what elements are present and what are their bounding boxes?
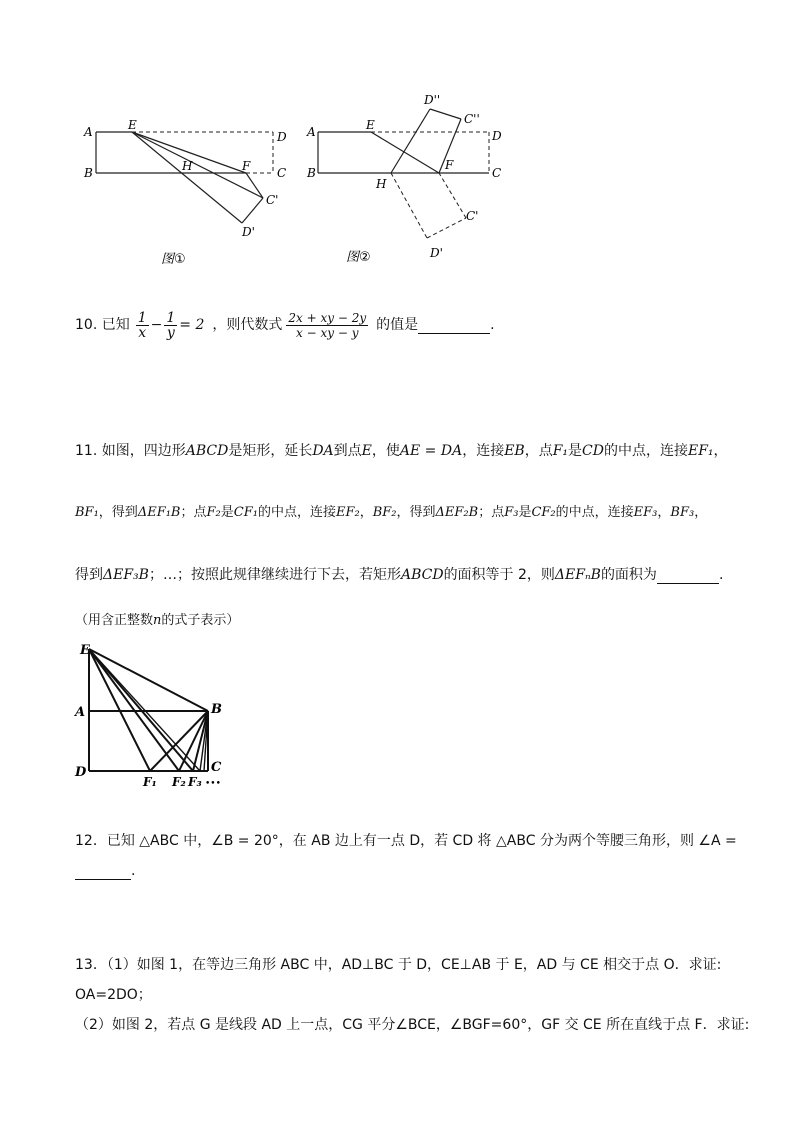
- q11-text: ；点: [180, 505, 207, 520]
- q10-number: 10. 已知: [75, 317, 130, 333]
- q11-note-text: （用含正整数: [75, 613, 154, 628]
- q11-math: ABCD: [400, 567, 444, 583]
- q11-math: EF₂: [335, 505, 360, 520]
- q11-math: ΔEF₁B: [137, 505, 181, 520]
- question-13-line-2: [75, 986, 152, 1004]
- q11-text: 得到: [75, 567, 103, 583]
- q11-text: ，: [657, 505, 671, 520]
- q11-text: ；点: [478, 505, 505, 520]
- q11-math: E: [361, 443, 372, 459]
- question-11-line-1: [75, 442, 728, 460]
- q10-frac-3-den: x − xy − y: [296, 325, 359, 340]
- fig1-label-d: D: [277, 130, 287, 144]
- q11-math: BF₁: [75, 505, 99, 520]
- fig1-label-dprime: D': [242, 225, 255, 239]
- fig2-label-c: C: [492, 166, 502, 180]
- q10-answer-blank: [418, 317, 490, 334]
- q11-text: ，得到: [98, 505, 138, 520]
- q11-text: ，: [694, 505, 708, 520]
- fig1-label-b: B: [84, 166, 93, 180]
- question-13-line-1: [75, 956, 721, 974]
- q11-answer-blank: [657, 567, 719, 584]
- q11-fig-label-e: E: [80, 643, 90, 658]
- q11-fig-label-d: D: [75, 765, 87, 780]
- fig2-label-a: A: [307, 125, 316, 139]
- q13-text-2: OA=2DO；: [75, 987, 152, 1003]
- q11-math: DA: [312, 443, 334, 459]
- q11-math: F₁: [552, 443, 569, 459]
- q11-fig-label-c: C: [211, 760, 222, 775]
- q11-text: 是: [568, 443, 583, 459]
- question-11-line-3: [75, 566, 723, 584]
- fig2-label-cprime: C': [466, 209, 479, 223]
- figure-2: [303, 92, 518, 270]
- fig1-label-c: C: [277, 166, 287, 180]
- q11-fig-label-f1: F₁: [143, 775, 157, 789]
- q11-text: 的中点，连接: [257, 505, 336, 520]
- fig2-caption: 图②: [346, 250, 371, 265]
- q11-math: ΔEF₂B: [435, 505, 479, 520]
- q11-math: BF₃: [670, 505, 695, 520]
- q11-note-text: 的式子表示）: [161, 613, 240, 628]
- q13-text-1: 13．（1）如图 1，在等边三角形 ABC 中，AD⊥BC 于 D，CE⊥AB 于 E，AD 与 CE 相交于点 O．求证:: [75, 957, 722, 973]
- q11-text: ，连接: [462, 443, 505, 459]
- q11-text: 到点: [333, 443, 362, 459]
- fig1-label-f: F: [242, 159, 251, 173]
- q11-math: ΔEF₃B: [103, 567, 149, 583]
- q10-frac-1-den: x: [138, 324, 147, 341]
- q11-text: 的面积为: [600, 567, 657, 583]
- fig2-label-d: D: [492, 129, 502, 143]
- figure-1: [78, 118, 298, 268]
- q11-fig-label-f2: F₂: [172, 775, 186, 789]
- fig2-label-b: B: [307, 166, 316, 180]
- q11-text: ，: [359, 505, 373, 520]
- q10-frac-2-num: 1: [166, 309, 176, 326]
- q10-frac-1-num: 1: [137, 309, 147, 326]
- fig1-label-cprime: C': [266, 193, 279, 207]
- fig2-label-cpp: C'': [464, 112, 480, 126]
- q11-text: 11. 如图，四边形: [75, 443, 186, 459]
- q11-math: EB: [504, 443, 525, 459]
- q11-text: ，: [713, 443, 728, 459]
- fig1-label-h: H: [182, 159, 193, 173]
- question-11-note: [75, 612, 239, 630]
- q11-math: ΔEFₙB: [554, 567, 601, 583]
- fig2-label-dprime: D': [430, 246, 443, 260]
- fig1-caption: 图①: [161, 252, 186, 267]
- q11-text: ，使: [371, 443, 400, 459]
- question-11-line-2: [75, 504, 707, 522]
- q11-end: .: [718, 567, 724, 583]
- q11-math: EF₃: [633, 505, 658, 520]
- q11-math: F₃: [504, 505, 519, 520]
- q11-math: CD: [582, 443, 604, 459]
- figure-q11: [72, 640, 232, 790]
- question-13-line-3: [75, 1016, 749, 1034]
- fig2-label-h: H: [376, 177, 387, 191]
- q11-fig-label-a: A: [75, 705, 86, 720]
- q12-end: .: [131, 863, 136, 879]
- q11-math: BF₂: [372, 505, 397, 520]
- q11-text: ，点: [524, 443, 553, 459]
- q11-text: 的中点，连接: [603, 443, 688, 459]
- q12-text: 12．已知 △ABC 中，∠B = 20°，在 AB 边上有一点 D，若 CD 将 △ABC 分为两个等腰三角形，则 ∠A =: [75, 833, 737, 849]
- q11-fig-label-f3: F₃: [188, 775, 202, 789]
- q11-math: F₂: [206, 505, 221, 520]
- question-10: [75, 300, 495, 350]
- q11-note-n: n: [153, 613, 162, 628]
- q11-math: CF₁: [233, 505, 258, 520]
- q10-tail-text: 的值是: [376, 317, 419, 333]
- q10-frac-2-den: y: [166, 324, 175, 341]
- q11-math: AE = DA: [399, 443, 463, 459]
- q10-minus: −: [150, 317, 163, 333]
- q11-text: 是矩形，延长: [228, 443, 313, 459]
- q11-fig-label-b: B: [211, 702, 222, 717]
- q10-frac-3: [286, 311, 368, 340]
- fig2-label-dpp: D'': [424, 93, 441, 107]
- fig2-label-f: F: [445, 158, 454, 172]
- fig1-label-e: E: [128, 118, 137, 132]
- fig2-label-e: E: [366, 118, 375, 132]
- q11-text: 是: [220, 505, 234, 520]
- q10-end: .: [490, 317, 495, 333]
- q11-fig-dots: •••: [205, 779, 221, 789]
- q11-text: 是: [518, 505, 532, 520]
- q11-math: ABCD: [185, 443, 229, 459]
- q11-text: 的面积等于 2，则: [443, 567, 555, 583]
- q10-frac-1: [136, 311, 149, 340]
- q12-answer-blank: [75, 863, 131, 880]
- q11-math: CF₂: [531, 505, 556, 520]
- q10-mid-text: ，则代数式: [212, 317, 283, 333]
- q11-math: EF₁: [687, 443, 714, 459]
- q10-frac-3-num: 2x + xy − 2y: [288, 310, 367, 325]
- q11-text: ，得到: [396, 505, 436, 520]
- q10-equals: = 2: [179, 317, 205, 333]
- q11-text: 的中点，连接: [555, 505, 634, 520]
- q13-text-3: （2）如图 2，若点 G 是线段 AD 上一点，CG 平分∠BCE，∠BGF=60°，GF 交 CE 所在直线于点 F．求证:: [75, 1017, 750, 1033]
- q11-text: ；…；按照此规律继续进行下去，若矩形: [148, 567, 401, 583]
- question-12: [75, 832, 737, 850]
- q10-frac-2: [164, 311, 177, 340]
- question-12-answer: [75, 862, 135, 880]
- fig1-label-a: A: [84, 125, 93, 139]
